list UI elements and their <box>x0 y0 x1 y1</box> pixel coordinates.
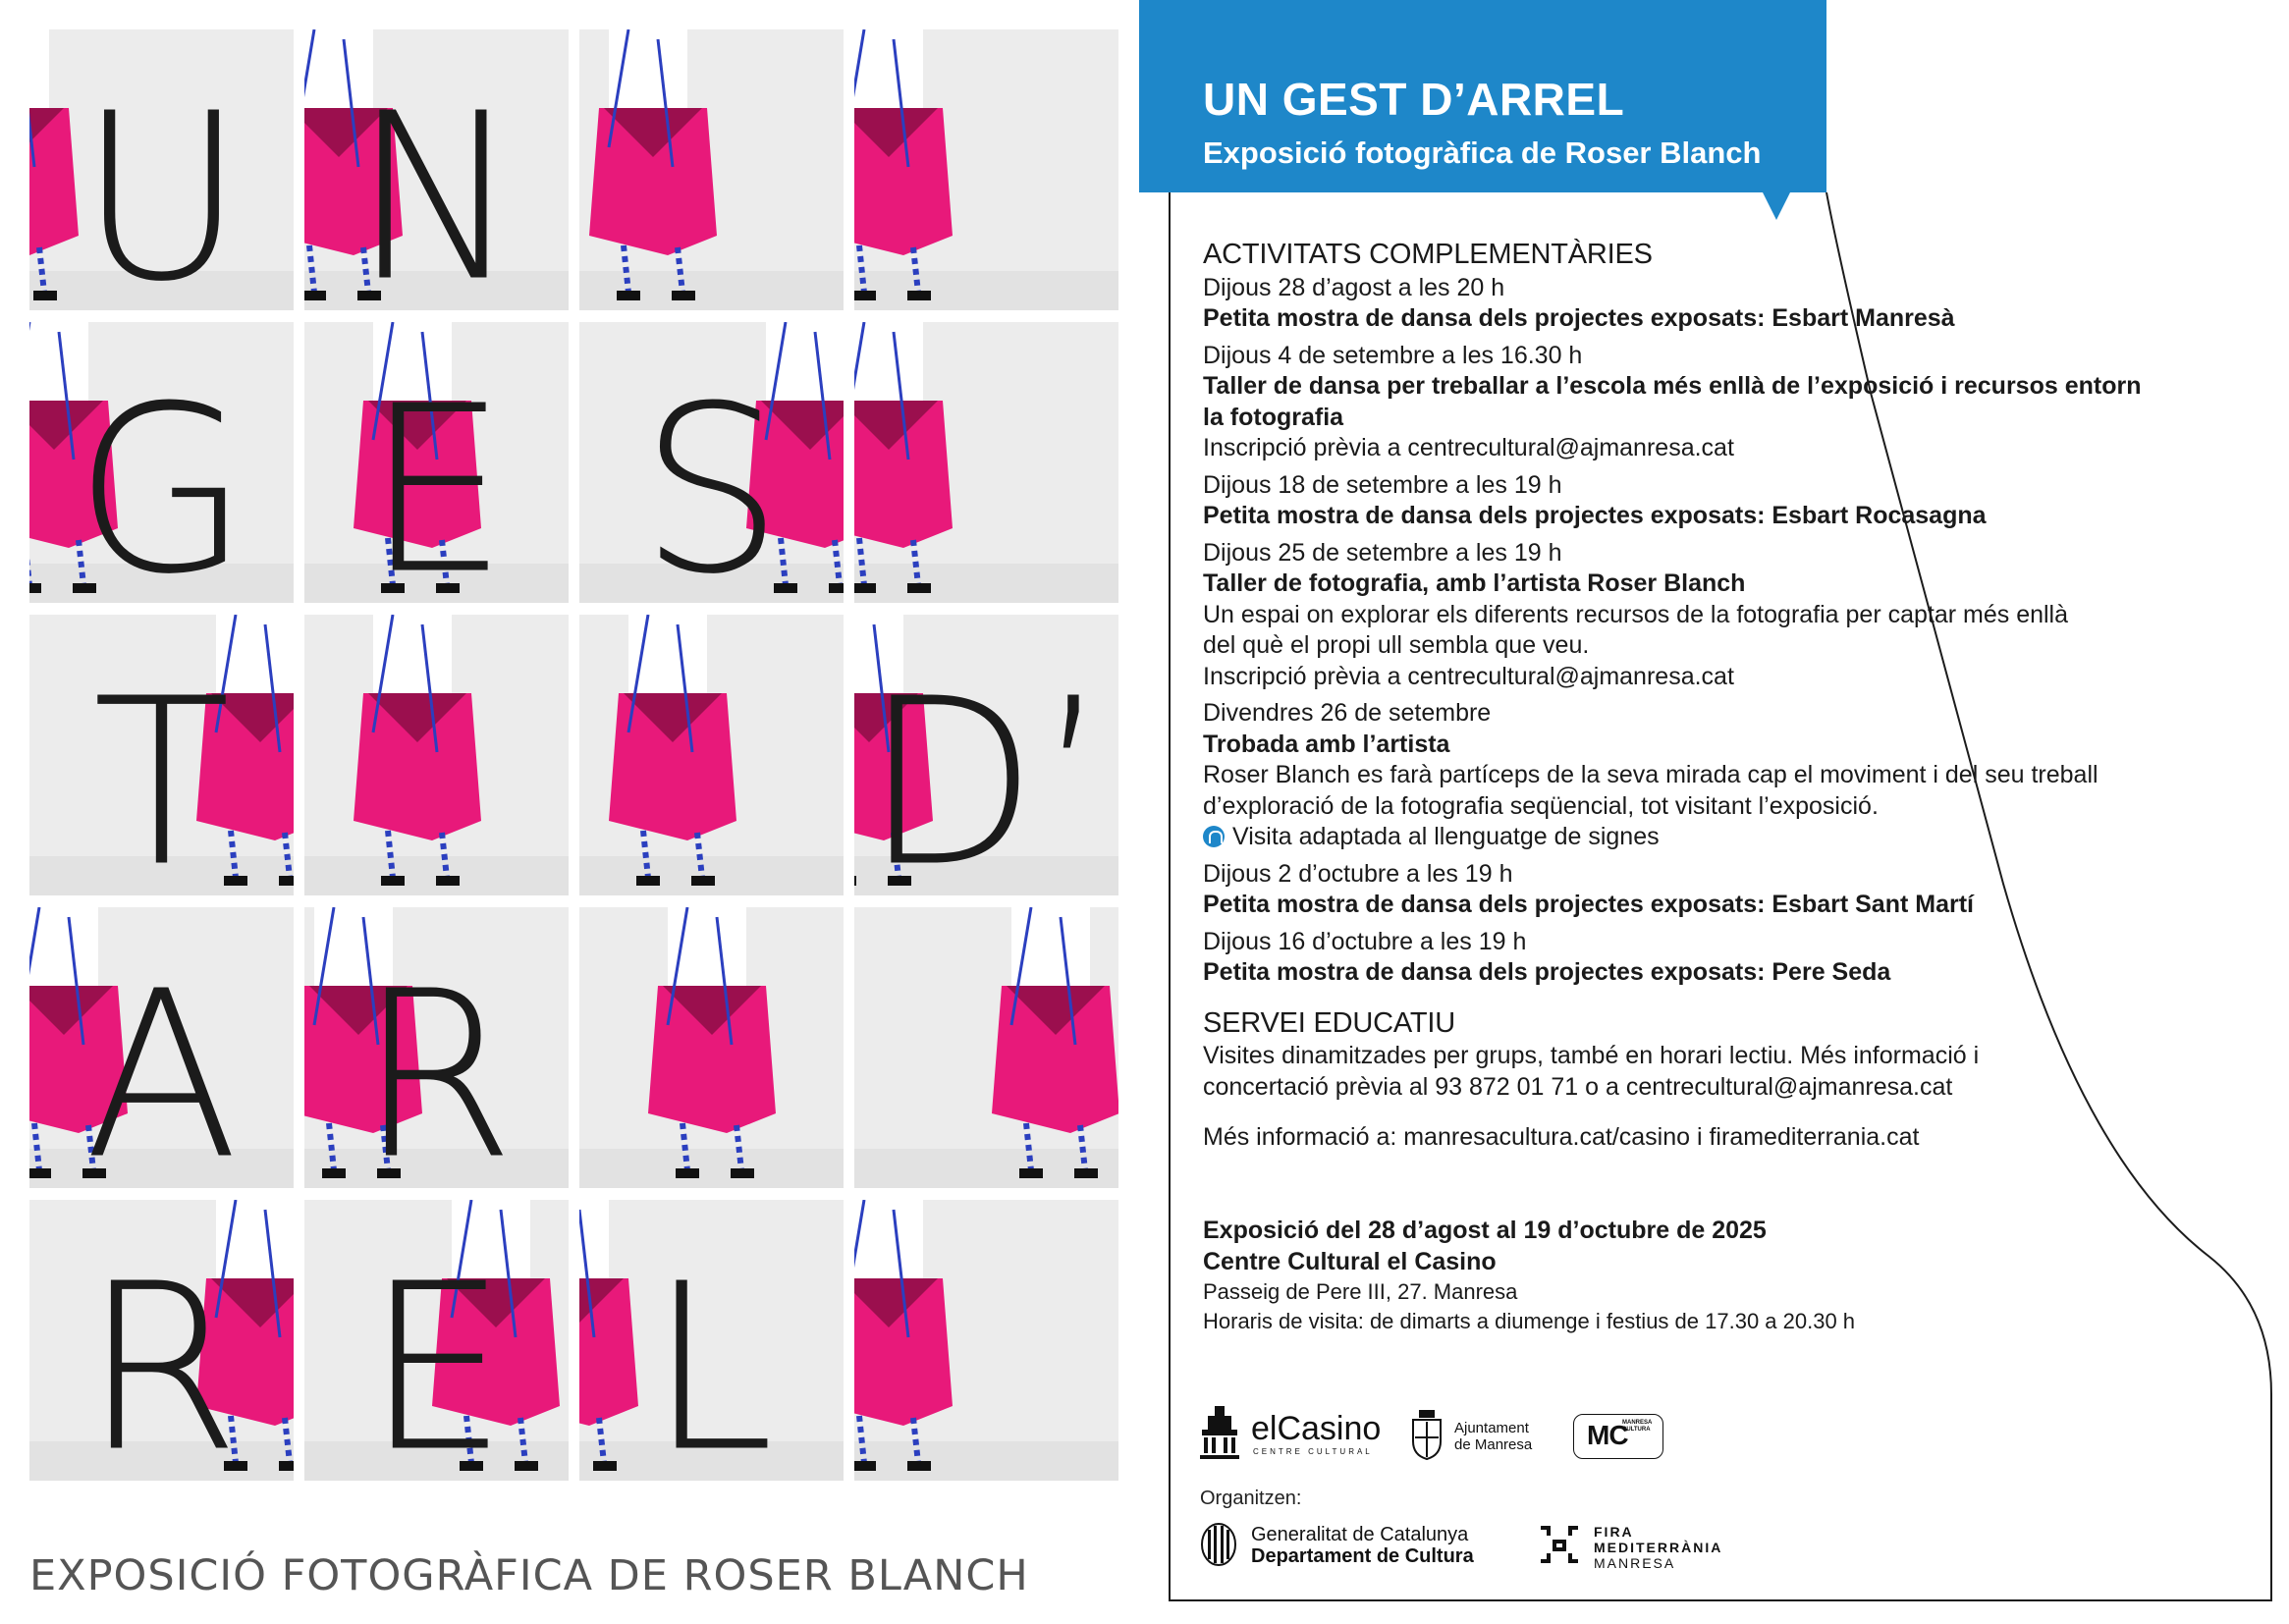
manresa-shield-icon <box>1407 1408 1446 1461</box>
education-text: Visites dinamitzades per grups, també en horari lectiu. Més informació i <box>1203 1042 1980 1069</box>
activity-date: Dijous 28 d’agost a les 20 h <box>1203 273 1505 301</box>
activity-title: Petita mostra de dansa dels projectes exposats: Esbart Manresà <box>1203 304 1955 332</box>
casino-building-icon <box>1200 1404 1239 1461</box>
activity-title: Petita mostra de dansa dels projectes exposats: Esbart Rocasagna <box>1203 502 1987 529</box>
elcasino-logo: elCasino CENTRE CULTURAL <box>1200 1404 1387 1465</box>
title-letter: U <box>79 65 245 310</box>
title-letter: R <box>82 1235 241 1481</box>
activity-title: Petita mostra de dansa dels projectes exposats: Esbart Sant Martí <box>1203 891 1974 918</box>
activity-description: del què el propi ull sembla que veu. <box>1203 631 1590 659</box>
title-letter: D’ <box>863 650 1110 895</box>
organizers-label: Organitzen: <box>1200 1488 1302 1509</box>
exhibition-dates: Exposició del 28 d’agost al 19 d’octubre de 2025 <box>1203 1216 1767 1244</box>
activity-date: Dijous 16 d’octubre a les 19 h <box>1203 927 1527 955</box>
activity-title: Petita mostra de dansa dels projectes exposats: Pere Seda <box>1203 958 1891 986</box>
venue-block <box>1203 1215 2244 1336</box>
title-banner-pointer <box>1763 192 1790 220</box>
title-letter: E <box>364 357 509 603</box>
venue-name: Centre Cultural el Casino <box>1203 1247 1497 1275</box>
activity-note: Inscripció prèvia a centrecultural@ajmanresa.cat <box>1203 434 1734 461</box>
activity-date: Dijous 25 de setembre a les 19 h <box>1203 538 1562 567</box>
title-letter: L <box>648 1235 775 1481</box>
panel-content <box>1203 240 2244 1336</box>
activity-date: Dijous 18 de setembre a les 19 h <box>1203 470 1562 499</box>
activity-title: Taller de fotografia, amb l’artista Roser Blanch <box>1203 569 1746 597</box>
fira-mediterrania-mark-icon <box>1535 1522 1584 1567</box>
title-letter: E <box>364 1235 509 1481</box>
education-text: concertació prèvia al 93 872 01 71 o a centrecultural@ajmanresa.cat <box>1203 1072 1953 1101</box>
title-letter: A <box>83 943 240 1188</box>
title-letter: R <box>357 943 516 1188</box>
activity-title: Trobada amb l’artista <box>1203 730 1450 758</box>
activity-date: Divendres 26 de setembre <box>1203 699 1492 727</box>
title-letter: N <box>352 65 521 310</box>
activity-date: Dijous 4 de setembre a les 16.30 h <box>1203 341 1583 369</box>
exhibition-caption: EXPOSICIÓ FOTOGRÀFICA DE ROSER BLANCH <box>29 1551 1029 1600</box>
fira-mediterrania-logo: FIRA MEDITERRÀNIA MANRESA <box>1535 1522 1731 1571</box>
activity-date: Dijous 2 d’octubre a les 19 h <box>1203 859 1513 888</box>
poster-title: UN GEST D’ARREL <box>1203 74 1625 125</box>
title-letter: T <box>92 650 231 895</box>
activity-note: Inscripció prèvia a centrecultural@ajmanresa.cat <box>1203 662 1734 690</box>
manresa-cultura-logo: MC MANRESA CULTURA <box>1573 1414 1663 1459</box>
activity-title: Taller de dansa per treballar a l’escola més enllà de l’exposició i recursos entorn <box>1203 372 2142 400</box>
sign-language-icon <box>1203 826 1225 847</box>
generalitat-emblem-icon <box>1200 1522 1237 1567</box>
sign-language-note: Visita adaptada al llenguatge de signes <box>1203 822 2244 853</box>
more-info-links: Més informació a: manresacultura.cat/casino i firamediterrania.cat <box>1203 1123 1920 1151</box>
venue-address: Passeig de Pere III, 27. Manresa <box>1203 1278 1518 1304</box>
title-letter: G <box>74 357 249 603</box>
education-heading: SERVEI EDUCATIU <box>1203 1006 1455 1039</box>
ajuntament-manresa-logo: Ajuntament de Manresa <box>1407 1408 1545 1463</box>
title-letter: S <box>639 357 784 603</box>
generalitat-logo: Generalitat de Catalunya Departament de Cultura <box>1200 1522 1514 1571</box>
venue-hours: Horaris de visita: de dimarts a diumenge i festius de 17.30 a 20.30 h <box>1203 1308 1856 1333</box>
activity-description: Un espai on explorar els diferents recursos de la fotografia per captar més enllà <box>1203 600 2069 628</box>
poster-subtitle: Exposició fotogràfica de Roser Blanch <box>1203 135 1762 170</box>
activity-description: Roser Blanch es farà partíceps de la seva mirada cap el moviment i del seu treball <box>1203 761 2098 788</box>
activity-title-cont: la fotografia <box>1203 403 1344 431</box>
activity-description: d’exploració de la fotografia seqüencial, tot visitant l’exposició. <box>1203 791 1879 820</box>
activities-heading: ACTIVITATS COMPLEMENTÀRIES <box>1203 239 1653 270</box>
